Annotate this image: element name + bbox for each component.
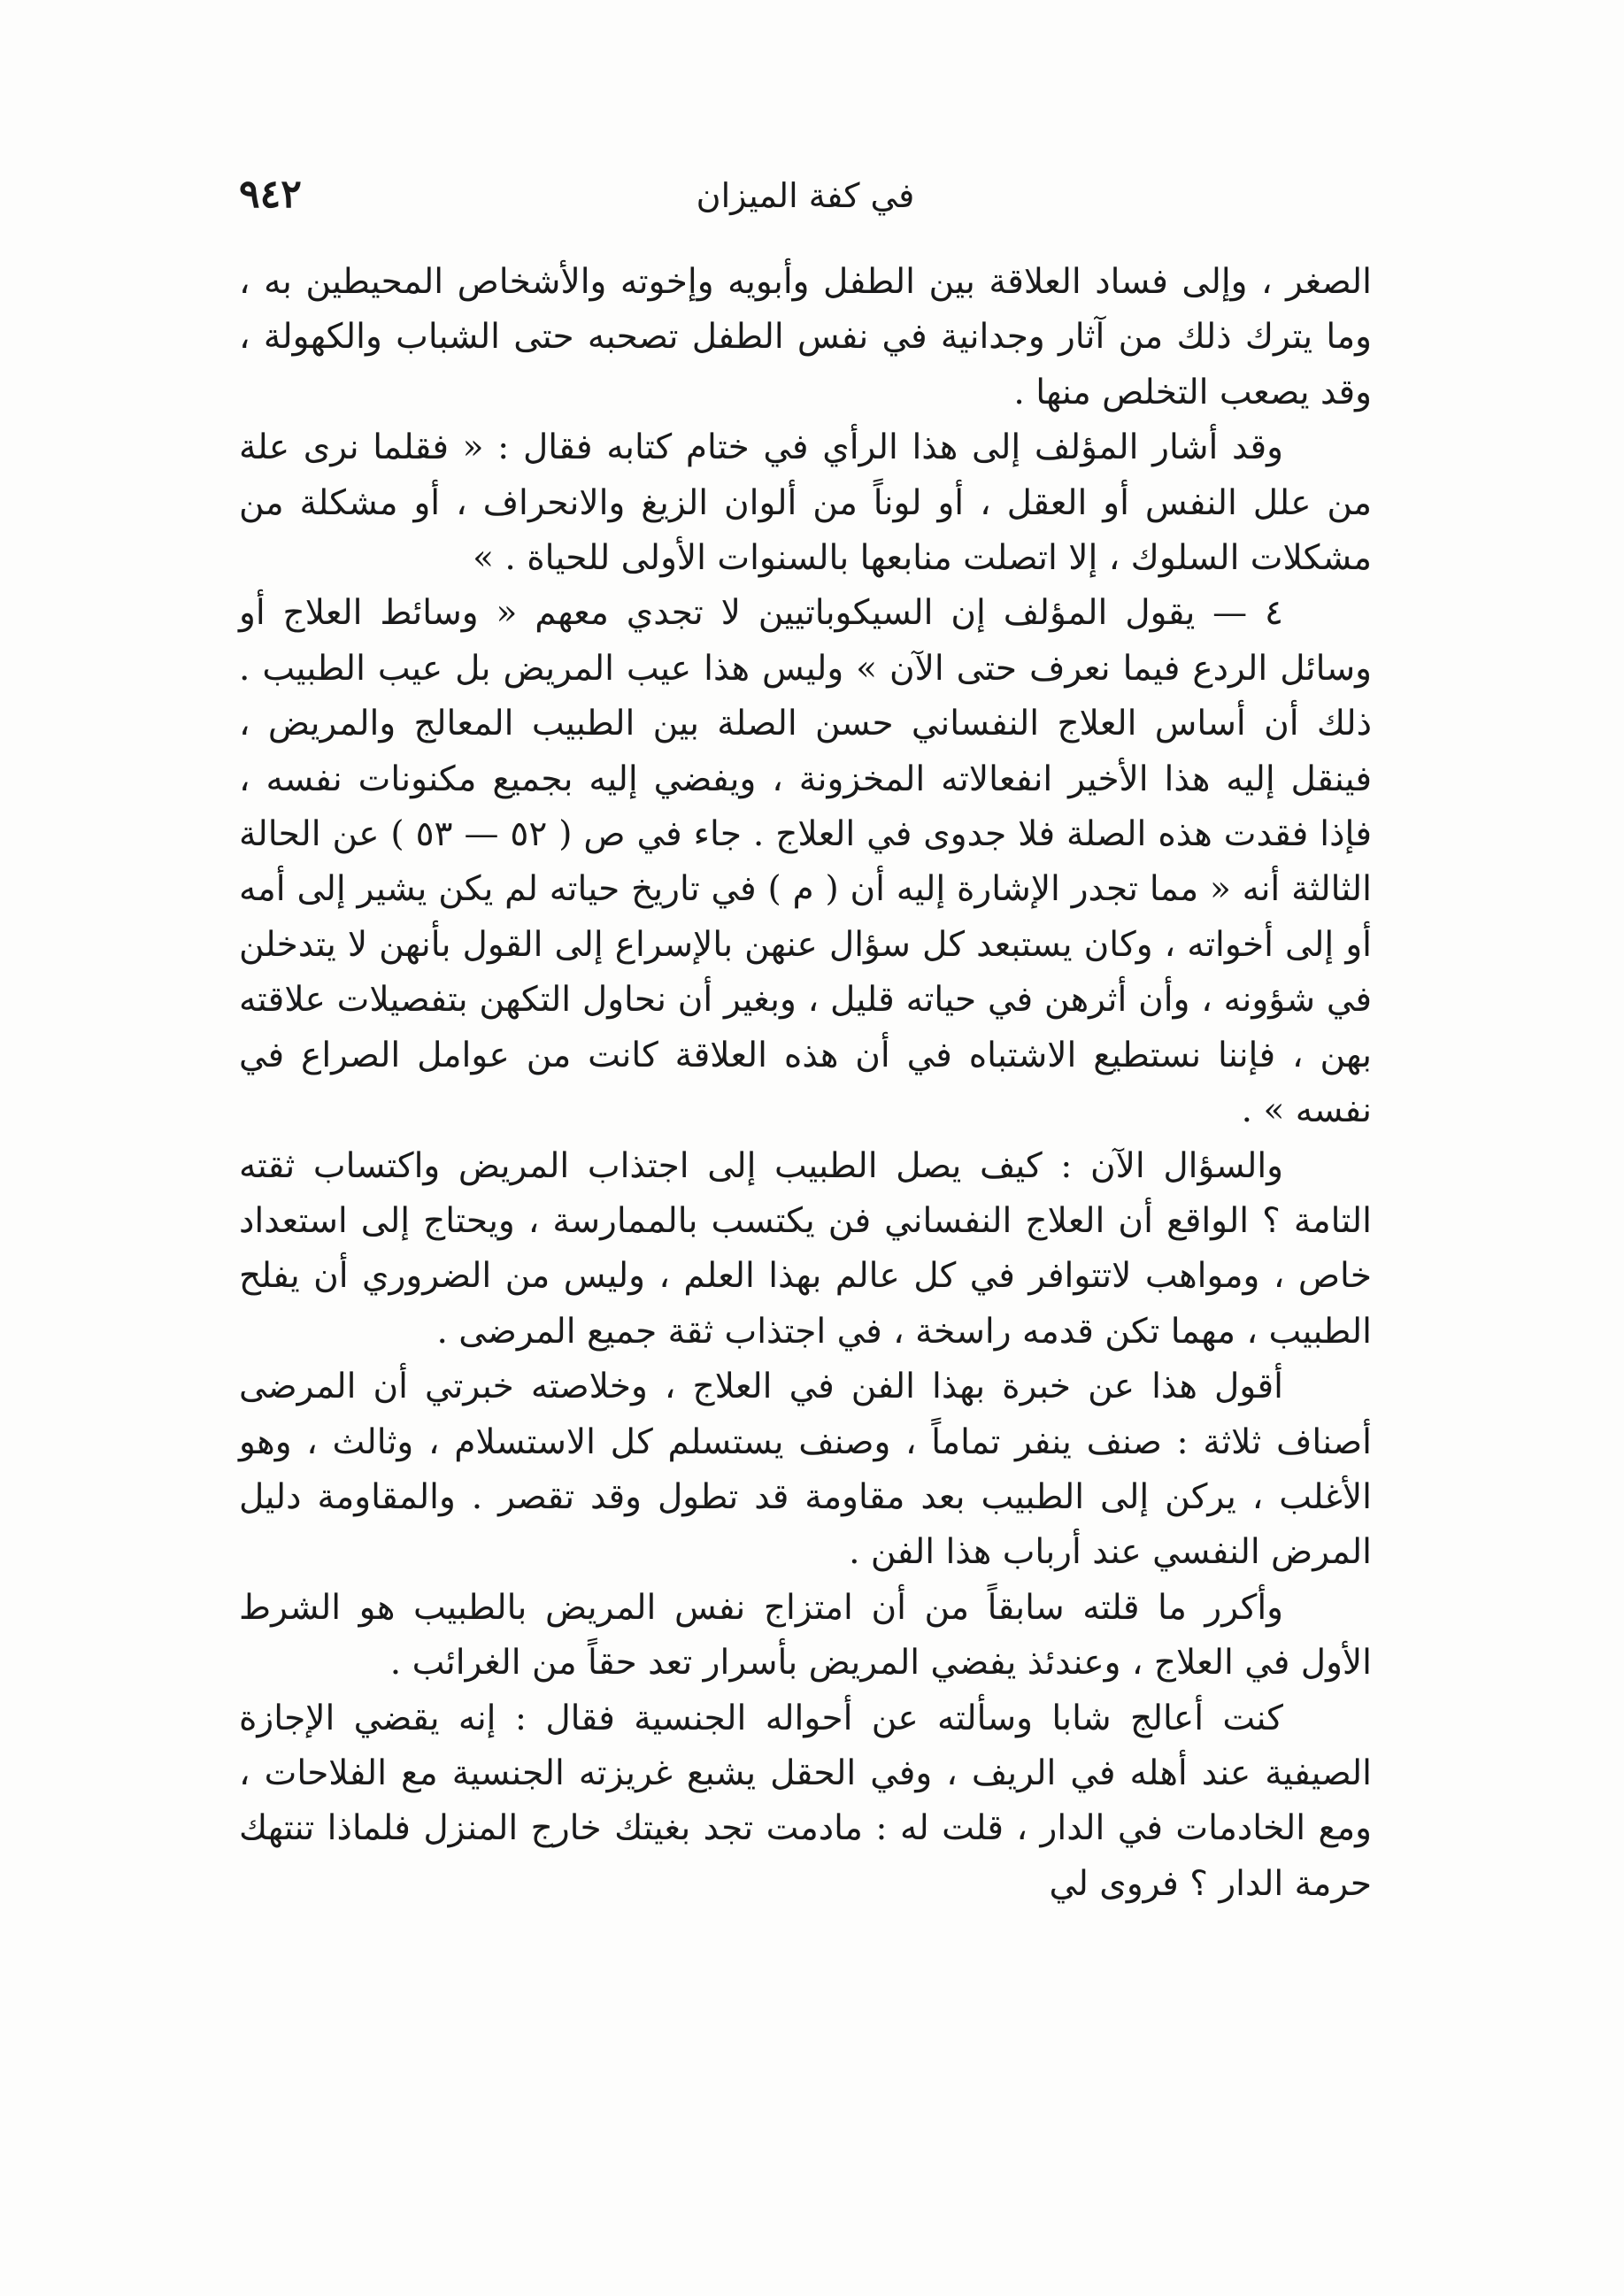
body-text (239, 255, 1372, 1912)
paragraph-case: كنت أعالج شابا وسألته عن أحواله الجنسية فقال : إنه يقضي الإجازة الصيفية عند أهله في الريف ، وفي الحقل يشبع غريزته الجنسية مع الفلاحات ، ومع الخادمات في الدار ، قلت له : مادمت تجد بغيتك خارج المنزل فلماذا تنتهك حرمة الدار ؟ فروى لي (239, 1698, 1372, 1904)
paragraph-repeat: وأكرر ما قلته سابقاً من أن امتزاج نفس المريض بالطبيب هو الشرط الأول في العلاج ، وعندئذ يفضي المريض بأسرار تعد حقاً من الغرائب . (239, 1587, 1372, 1683)
running-title: في كفة الميزان (696, 176, 915, 215)
paragraph-question: والسؤال الآن : كيف يصل الطبيب إلى اجتذاب المريض واكتساب ثقته التامة ؟ الواقع أن العلاج النفساني فن يكتسب بالممارسة ، ويحتاج إلى استعداد خاص ، ومواهب لاتتوافر في كل عالم بهذا العلم ، وليس من الضروري أن يفلح الطبيب ، مهما تكن قدمه راسخة ، في اجتذاب ثقة جميع المرضى . (239, 1145, 1372, 1352)
paragraph-continuation: الصغر ، وإلى فساد العلاقة بين الطفل وأبويه وإخوته والأشخاص المحيطين به ، وما يترك ذلك من آثار وجدانية في نفس الطفل تصحبه حتى الشباب والكهولة ، وقد يصعب التخلص منها . (239, 262, 1372, 412)
page-header (239, 168, 1372, 230)
paragraph-experience: أقول هذا عن خبرة بهذا الفن في العلاج ، وخلاصته خبرتي أن المرضى أصناف ثلاثة : صنف ينفر تماماً ، وصنف يستسلم كل الاستسلام ، وثالث ، وهو الأغلب ، يركن إلى الطبيب بعد مقاومة قد تطول وقد تقصر . والمقاومة دليل المرض النفسي عند أرباب هذا الفن . (239, 1367, 1372, 1573)
page-number: ٩٤٢ (239, 172, 302, 217)
paragraph-author-quote: وقد أشار المؤلف إلى هذا الرأي في ختام كتابه فقال : « فقلما نرى علة من علل النفس أو العقل ، أو لوناً من ألوان الزيغ والانحراف ، أو مشكلة من مشكلات السلوك ، إلا اتصلت منابعها بالسنوات الأولى للحياة . » (239, 428, 1372, 579)
paragraph-point-four: ٤ — يقول المؤلف إن السيكوباتيين لا تجدي معهم « وسائط العلاج أو وسائل الردع فيما نعرف حتى الآن » وليس هذا عيب المريض بل عيب الطبيب . ذلك أن أساس العلاج النفساني حسن الصلة بين الطبيب المعالج والمريض ، فينقل إليه هذا الأخير انفعالاته المخزونة ، ويفضي إليه بجميع مكنونات نفسه ، فإذا فقدت هذه الصلة فلا جدوى في العلاج . جاء في ص ( ٥٢ — ٥٣ ) عن الحالة الثالثة أنه « مما تجدر الإشارة إليه أن ( م ) في تاريخ حياته لم يكن يشير إلى أمه أو إلى أخواته ، وكان يستبعد كل سؤال عنهن بالإسراع إلى القول بأنهن لا يتدخلن في شؤونه ، وأن أثرهن في حياته قليل ، وبغير أن نحاول التكهن بتفصيلات علاقته بهن ، فإننا نستطيع الاشتباه في أن هذه العلاقة كانت من عوامل الصراع في نفسه » . (239, 593, 1372, 1131)
